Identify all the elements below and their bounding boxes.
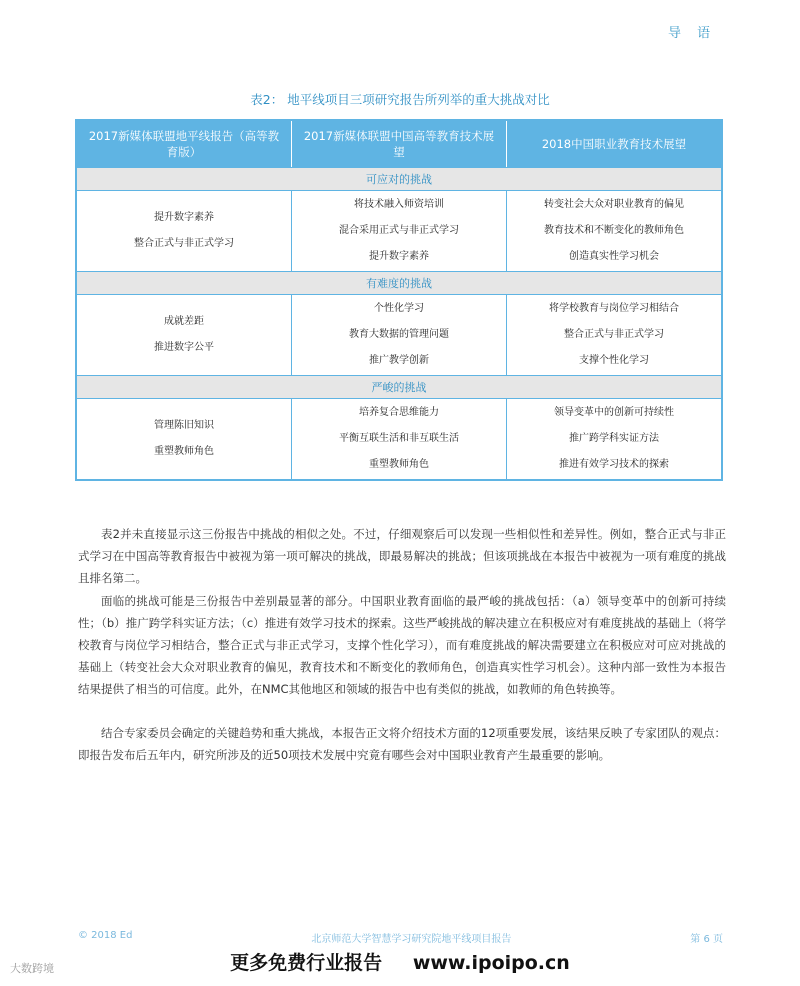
cell-item: 平衡互联生活和非互联生活 (339, 433, 459, 444)
page-footer (78, 930, 723, 945)
cell-item: 成就差距 (164, 316, 204, 327)
table-cell (507, 399, 721, 479)
cell-item: 整合正式与非正式学习 (564, 329, 664, 340)
challenge-comparison-table (75, 119, 723, 481)
cell-item: 重塑教师角色 (154, 446, 214, 457)
section-header-difficult: 有难度的挑战 (77, 271, 721, 295)
table-cell (507, 191, 721, 271)
cell-item: 教育大数据的管理问题 (349, 329, 449, 340)
promo-url[interactable]: www.ipoipo.cn (412, 952, 570, 974)
cell-item: 推广教学创新 (369, 355, 429, 366)
cell-item: 支撑个性化学习 (579, 355, 649, 366)
cell-item: 个性化学习 (374, 303, 424, 314)
table-row (77, 399, 721, 479)
cell-item: 推进有效学习技术的探索 (559, 459, 669, 470)
cell-item: 推进数字公平 (154, 342, 214, 353)
table-cell (77, 295, 292, 375)
cell-item: 转变社会大众对职业教育的偏见 (544, 199, 684, 210)
column-header: 2018中国职业教育技术展望 (541, 137, 687, 151)
cell-item: 培养复合思维能力 (359, 407, 439, 418)
cell-item: 将学校教育与岗位学习相结合 (549, 303, 679, 314)
column-header: 2017新媒体联盟中国高等教育技术展望 (292, 121, 507, 167)
table-cell (77, 399, 292, 479)
cell-item: 管理陈旧知识 (154, 420, 214, 431)
cell-item: 提升数字素养 (369, 251, 429, 262)
cell-item: 领导变革中的创新可持续性 (554, 407, 674, 418)
table-cell (292, 399, 507, 479)
promo-text: 更多免费行业报告 (230, 952, 383, 974)
table-header-row (77, 121, 721, 167)
cell-item: 重塑教师角色 (369, 459, 429, 470)
table-cell (507, 295, 721, 375)
section-header-solvable: 可应对的挑战 (77, 167, 721, 191)
promo-banner (0, 948, 800, 975)
section-header-label: 导 语 (668, 26, 717, 41)
cell-item: 将技术融入师资培训 (354, 199, 444, 210)
cell-item: 整合正式与非正式学习 (134, 238, 234, 249)
footer-page-number: 第 6 页 (690, 934, 723, 945)
watermark: 大数跨境 (10, 962, 54, 975)
table-row (77, 191, 721, 271)
table-title: 表2： 地平线项目三项研究报告所列举的重大挑战对比 (250, 92, 550, 107)
table-cell (292, 191, 507, 271)
cell-item: 推广跨学科实证方法 (569, 433, 659, 444)
body-paragraph: 表2并未直接显示这三份报告中挑战的相似之处。不过，仔细观察后可以发现一些相似性和差异性。例如，整合正式与非正式学习在中国高等教育报告中被视为第一项可解决的挑战，即最易解决的挑战；但该项挑战在本报告中被视为一项有难度的挑战且排名第二。 (78, 527, 726, 585)
footer-copyright: © 2018 Ed (78, 930, 133, 941)
table-cell (77, 191, 292, 271)
footer-report-name: 北京师范大学智慧学习研究院地平线项目报告 (311, 934, 512, 945)
cell-item: 提升数字素养 (154, 212, 214, 223)
cell-item: 教育技术和不断变化的教师角色 (544, 225, 684, 236)
table-row (77, 295, 721, 375)
body-paragraph: 结合专家委员会确定的关键趋势和重大挑战，本报告正文将介绍技术方面的12项重要发展，该结果反映了专家团队的观点：即报告发布后五年内，研究所涉及的近50项技术发展中究竟有哪些会对中国职业教育产生最重要的影响。 (78, 726, 726, 762)
column-header: 2017新媒体联盟地平线报告（高等教育版） (77, 121, 292, 167)
section-header-wicked: 严峻的挑战 (77, 375, 721, 399)
table-cell (292, 295, 507, 375)
cell-item: 混合采用正式与非正式学习 (339, 225, 459, 236)
cell-item: 创造真实性学习机会 (569, 251, 659, 262)
body-paragraph: 面临的挑战可能是三份报告中差别最显著的部分。中国职业教育面临的最严峻的挑战包括：（a）领导变革中的创新可持续性；（b）推广跨学科实证方法；（c）推进有效学习技术的探索。这些严峻挑战的解决建立在积极应对有难度挑战的基础上（将学校教育与岗位学习相结合，整合正式与非正式学习，支撑个性化学习），而有难度挑战的解决需要建立在积极应对可应对挑战的基础上（转变社会大众对职业教育的偏见，教育技术和不断变化的教师角色，创造真实性学习机会）。这种内部一致性为本报告结果提供了相当的可信度。此外，在NMC其他地区和领域的报告中也有类似的挑战，如教师的角色转换等。 (78, 594, 726, 696)
